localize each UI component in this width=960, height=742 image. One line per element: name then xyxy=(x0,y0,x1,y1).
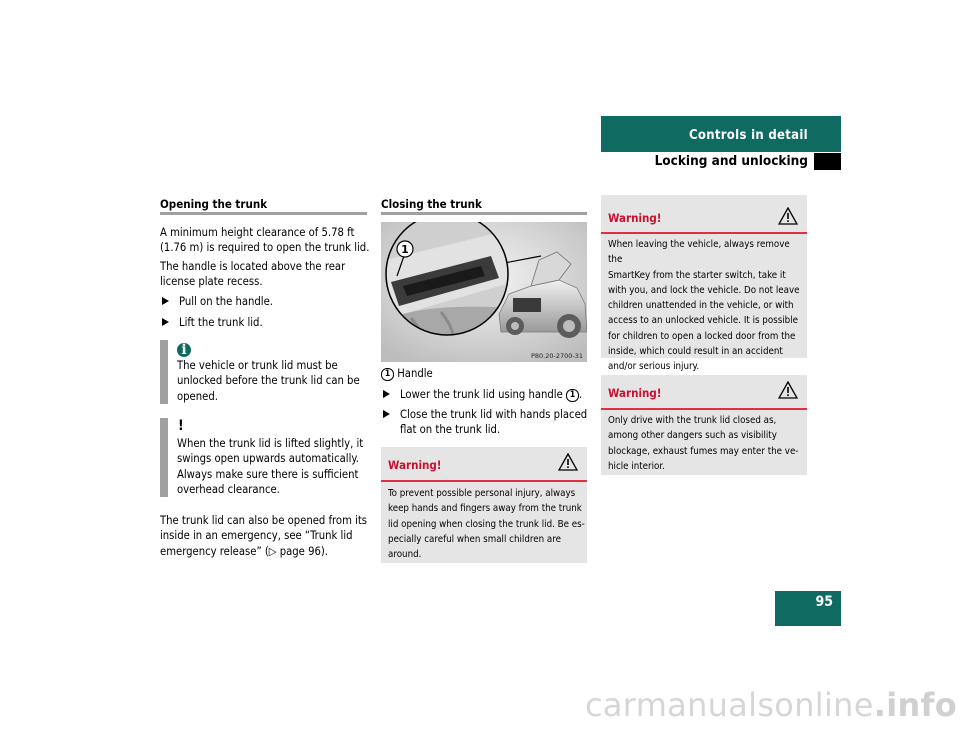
watermark: carmanualsonline.info xyxy=(585,686,958,724)
handle-number: 1 xyxy=(566,389,579,402)
bullet-arrow-icon xyxy=(383,390,390,398)
bullet-arrow-icon xyxy=(162,318,169,326)
section-marker xyxy=(814,153,841,170)
heading-closing-trunk: Closing the trunk xyxy=(381,197,482,211)
info-note: The vehicle or trunk lid must be unlocked before the trunk lid can be opened. xyxy=(177,359,360,403)
section-title: Locking and unlocking xyxy=(654,153,808,169)
warning-title: Warning! xyxy=(608,386,662,400)
warning-title: Warning! xyxy=(388,458,442,472)
heading-rule xyxy=(160,212,367,215)
bullet-lower-lid: Lower the trunk lid using handle 1 . xyxy=(381,387,582,402)
warning-text: To prevent possible personal injury, always keep hands and fingers away from the trunk lid opening when closing the trunk lid. Be es- pecially careful when small children are around. xyxy=(388,488,585,561)
trunk-illustration-graphic xyxy=(381,222,587,362)
note-bar xyxy=(160,340,168,404)
bullet-pull-handle: Pull on the handle. xyxy=(160,294,273,309)
illustration-code: P80.20-2700-31 xyxy=(530,352,583,360)
warning-text: Only drive with the trunk lid closed as, among other dangers such as visibility blockage, exhaust fumes may enter the ve- hicle interior. xyxy=(608,415,799,472)
bullet-arrow-icon xyxy=(383,410,390,418)
warning-triangle-icon xyxy=(558,453,578,475)
legend-number: 1 xyxy=(381,368,394,381)
trunk-illustration xyxy=(381,222,587,362)
heading-rule xyxy=(381,212,587,215)
warning-divider xyxy=(601,408,807,410)
warning-divider xyxy=(381,480,587,482)
heading-opening-trunk: Opening the trunk xyxy=(160,197,268,211)
paragraph-handle-location: The handle is located above the rear license plate recess. xyxy=(160,260,346,289)
paragraph-emergency-release: The trunk lid can also be opened from its inside in an emergency, see “Trunk lid emergency release” (▷ page 96). xyxy=(160,514,368,558)
bullet-lift-lid: Lift the trunk lid. xyxy=(160,315,263,330)
caution-note: When the trunk lid is lifted slightly, it swings open upwards automatically. Always make sure there is sufficient overhead clearance. xyxy=(177,437,364,496)
illustration-callout: 1 xyxy=(401,243,409,256)
warning-triangle-icon xyxy=(778,207,798,229)
info-icon: i xyxy=(177,343,191,357)
warning-text: When leaving the vehicle, always remove the SmartKey from the starter switch, take it with you, and lock the vehicle. Do not leave children unattended in the vehicle, or with access to an unlocked vehicle. It is possible for children to open a locked door from the inside, which could result in an accident and/or serious injury. xyxy=(608,239,800,373)
bullet-arrow-icon xyxy=(162,297,169,305)
warning-divider xyxy=(601,232,807,234)
page-number: 95 xyxy=(815,594,833,610)
warning-triangle-icon xyxy=(778,381,798,403)
warning-title: Warning! xyxy=(608,211,662,225)
note-bar xyxy=(160,418,168,497)
paragraph-clearance: A minimum height clearance of 5.78 ft (1.76 m) is required to open the trunk lid. xyxy=(160,226,370,255)
bullet-close-lid: Close the trunk lid with hands placed flat on the trunk lid. xyxy=(381,407,587,438)
chapter-title: Controls in detail xyxy=(689,128,808,143)
caution-icon: ! xyxy=(178,418,184,434)
legend-handle: 1 Handle xyxy=(381,366,433,381)
